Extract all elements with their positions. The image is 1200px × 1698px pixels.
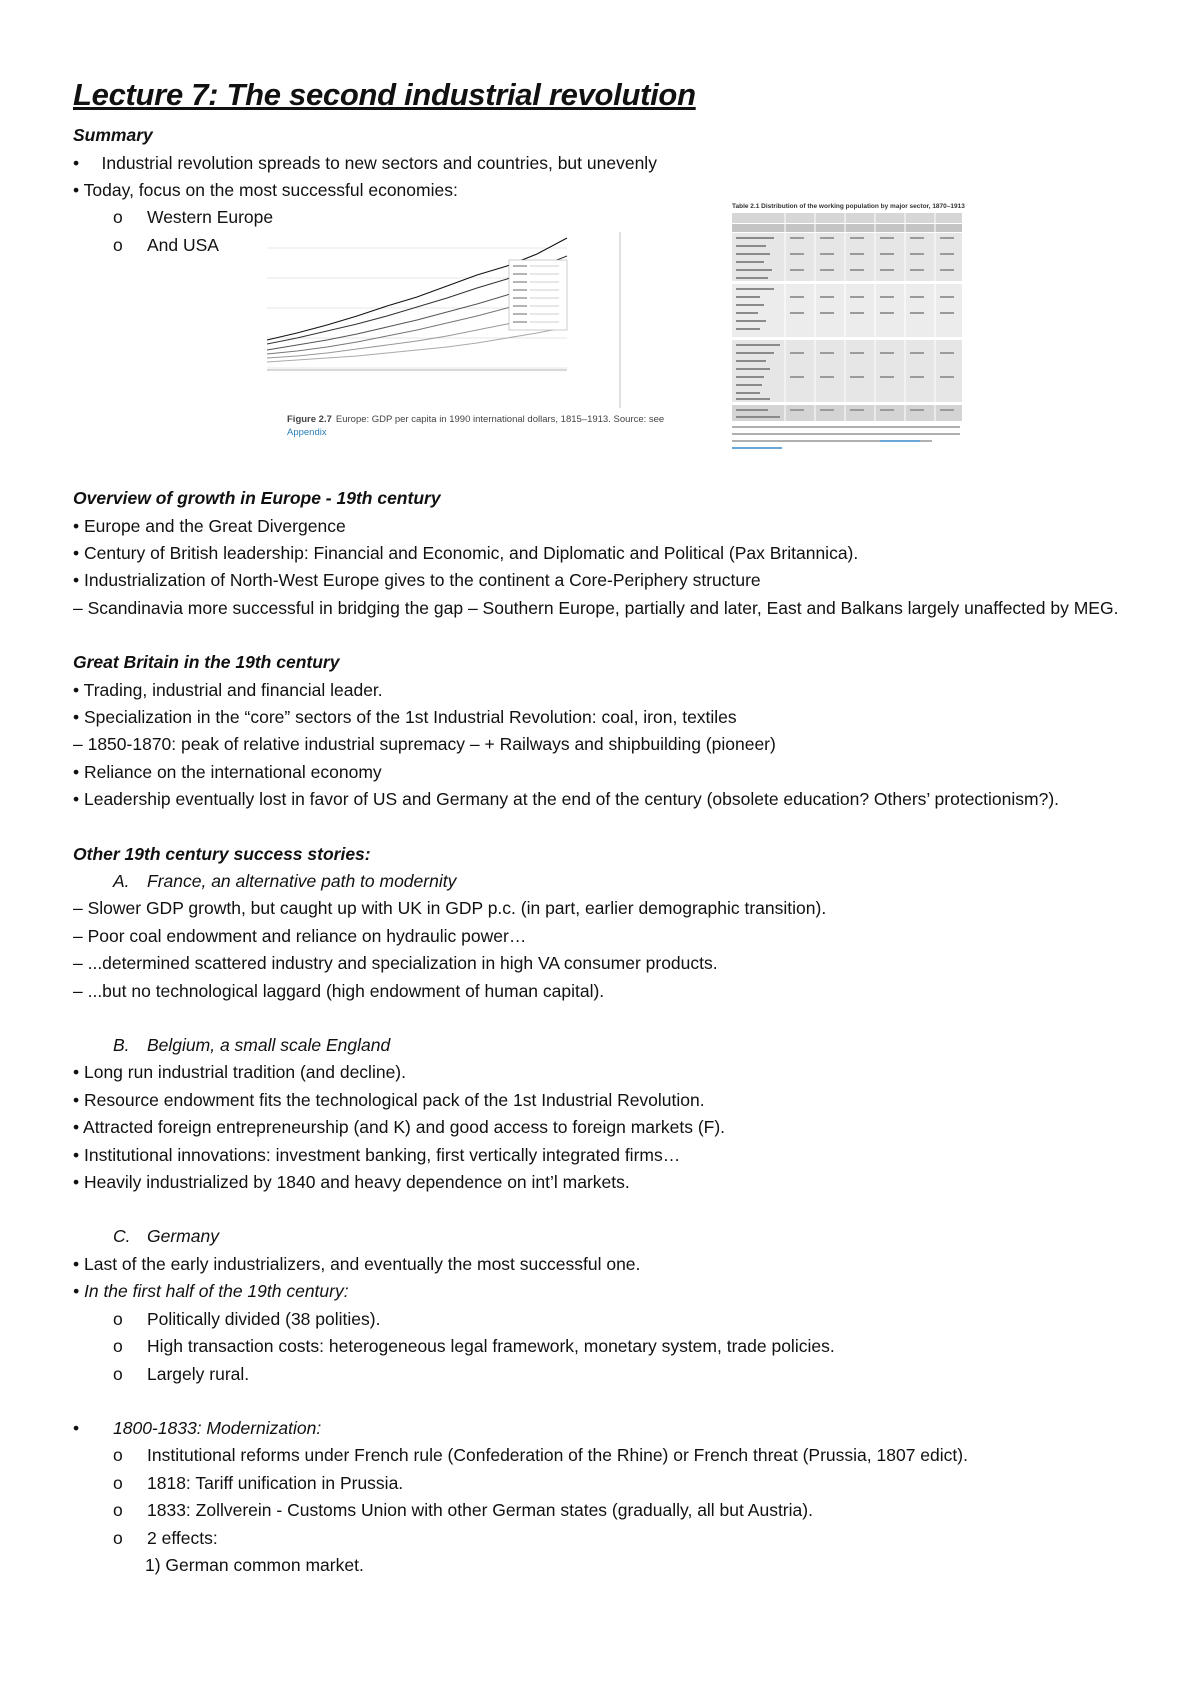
overview-item: • Century of British leadership: Financial and Economic, and Diplomatic and Political (Pax Britannica).: [73, 542, 859, 563]
germany-item: • Last of the early industrializers, and eventually the most successful one.: [73, 1253, 641, 1274]
germany-subitem: o Largely rural.: [113, 1363, 250, 1384]
britain-paragraph: • Leadership eventually lost in favor of US and Germany at the end of the century (obsolete education? Others’ protectionism?).: [73, 789, 1060, 810]
page-title: Lecture 7: The second industrial revolution: [73, 77, 696, 112]
summary-item: • Today, focus on the most successful economies:: [73, 179, 458, 200]
france-item: – Poor coal endowment and reliance on hydraulic power…: [73, 925, 527, 946]
britain-item: – 1850-1870: peak of relative industrial supremacy – + Railways and shipbuilding (pioneer): [73, 734, 776, 755]
modernization-subitem: o 2 effects:: [113, 1527, 218, 1548]
germany-subitem: o High transaction costs: heterogeneous legal framework, monetary system, trade policies.: [113, 1336, 835, 1357]
overview-item: • Europe and the Great Divergence: [73, 515, 346, 536]
belgium-item: • Attracted foreign entrepreneurship (and K) and good access to foreign markets (F).: [73, 1117, 726, 1138]
belgium-item: • Heavily industrialized by 1840 and heavy dependence on int’l markets.: [73, 1172, 630, 1193]
germany-title: C. Germany: [113, 1226, 219, 1247]
modernization-subitem: o Institutional reforms under French rule (Confederation of the Rhine) or French threat (Prussia, 1807 edict).: [113, 1445, 968, 1466]
britain-heading: Great Britain in the 19th century: [73, 652, 340, 673]
britain-item: • Reliance on the international economy: [73, 761, 382, 782]
svg-text:Figure 2.7Europe: GDP per capi: [287, 414, 664, 425]
belgium-item: • Institutional innovations: investment banking, first vertically integrated firms…: [73, 1144, 681, 1165]
france-title: A. France, an alternative path to modernity: [113, 871, 457, 891]
modernization-effect: 1) German common market.: [145, 1554, 364, 1575]
figure1-caption-text: Europe: GDP per capita in 1990 international dollars, 1815–1913. Source: see: [335, 414, 665, 425]
germany-subitem: o Politically divided (38 polities).: [113, 1308, 381, 1329]
summary-subitem: o And USA: [113, 234, 219, 255]
summary-item: • Industrial revolution spreads to new sectors and countries, but unevenly: [73, 152, 657, 173]
britain-item: • Specialization in the “core” sectors of the 1st Industrial Revolution: coal, iron, textiles: [73, 706, 737, 727]
germany-item: • In the first half of the 19th century:: [73, 1281, 349, 1302]
summary-heading: Summary: [73, 125, 153, 146]
overview-paragraph: – Scandinavia more successful in bridging the gap – Southern Europe, partially and later, East and Balkans largely unaffected by MEG.: [73, 597, 1119, 618]
france-item: – Slower GDP growth, but caught up with UK in GDP p.c. (in part, earlier demographic transition).: [73, 898, 827, 919]
figure1-caption-label: Figure 2.7: [287, 414, 332, 425]
figure1-caption-link: Appendix: [287, 427, 327, 438]
other-heading: Other 19th century success stories:: [73, 843, 371, 864]
belgium-item: • Long run industrial tradition (and decline).: [73, 1062, 406, 1083]
overview-item: • Industrialization of North-West Europe gives to the continent a Core-Periphery structure: [73, 570, 761, 591]
france-item: – ...but no technological laggard (high endowment of human capital).: [73, 980, 605, 1001]
figure2-title: Table 2.1 Distribution of the working population by major sector, 1870–1913: [732, 203, 965, 210]
overview-heading: Overview of growth in Europe - 19th century: [73, 488, 441, 509]
belgium-title: B. Belgium, a small scale England: [113, 1035, 391, 1056]
modernization-heading: • 1800-1833: Modernization:: [73, 1417, 322, 1438]
britain-item: • Trading, industrial and financial leader.: [73, 679, 383, 700]
summary-subitem: o Western Europe: [113, 207, 274, 228]
modernization-subitem: o 1818: Tariff unification in Prussia.: [113, 1472, 404, 1493]
modernization-subitem: o 1833: Zollverein - Customs Union with other German states (gradually, all but Austria).: [113, 1500, 813, 1521]
gdp-figure-image: [247, 230, 665, 440]
belgium-item: • Resource endowment fits the technological pack of the 1st Industrial Revolution.: [73, 1089, 705, 1110]
france-item: – ...determined scattered industry and specialization in high VA consumer products.: [73, 953, 718, 974]
sector-table-image: [730, 200, 965, 465]
